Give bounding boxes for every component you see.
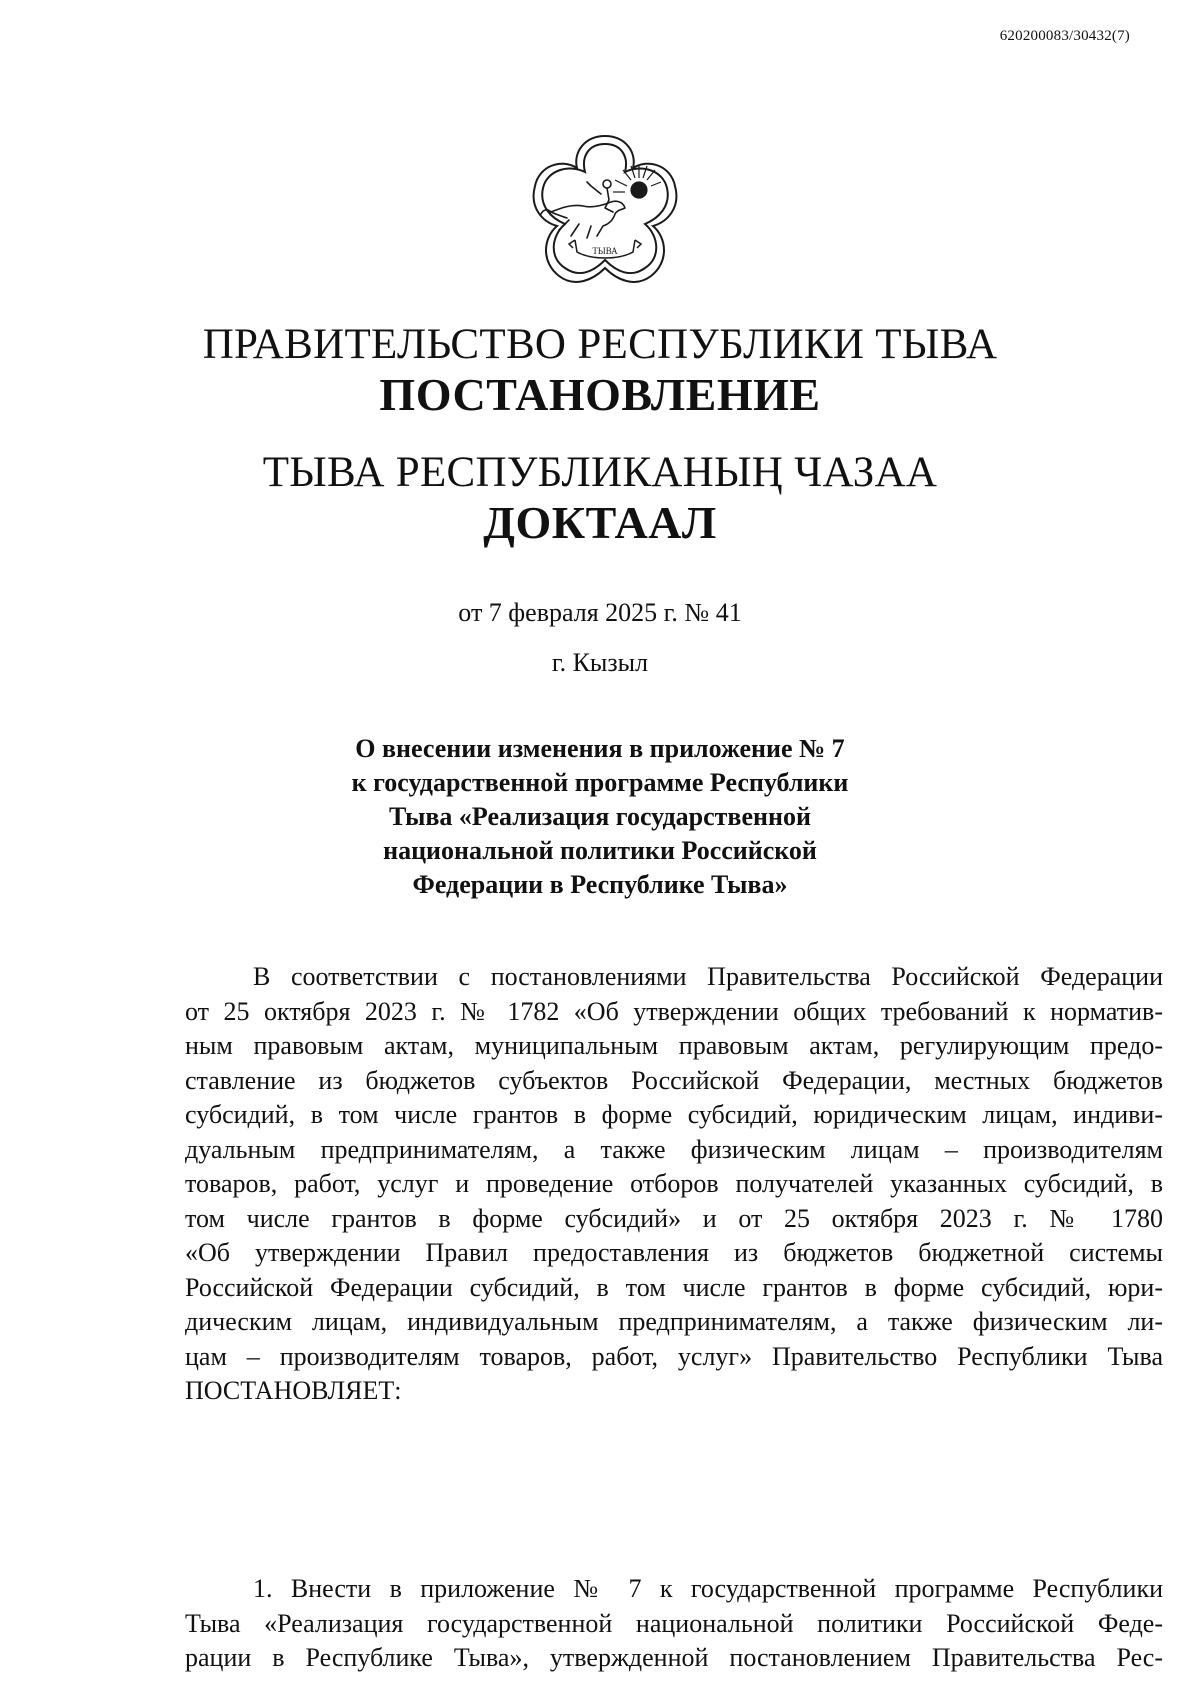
subject-line: национальной политики Российской <box>383 836 817 865</box>
decree-title-tyva: ДОКТААЛ <box>483 497 717 548</box>
emblem-ribbon-text: ТЫВА <box>592 246 618 256</box>
text-line: дическим лицам, индивидуальным предпринимателям, а также физическим ли- <box>185 1307 1163 1336</box>
decree-title: ПОСТАНОВЛЕНИЕ <box>379 369 821 420</box>
subject-line: к государственной программе Республики <box>351 768 849 797</box>
text-line: товаров, работ, услуг и проведение отборов получателей указанных субсидий, в <box>185 1169 1163 1198</box>
decree-date: от 7 февраля 2025 г. № 41 <box>458 598 742 627</box>
preamble-paragraph <box>185 960 1163 1409</box>
government-title-tyva: ТЫВА РЕСПУБЛИКАНЫҢ ЧАЗАА <box>262 449 938 496</box>
text-line: ным правовым актам, муниципальным правовым актам, регулирующим предо- <box>185 1031 1163 1060</box>
text-line: В соответствии с постановлениями Правительства Российской Федерации <box>253 962 1163 991</box>
text-line: цам – производителям товаров, работ, услуг» Правительство Республики Тыва <box>185 1341 1163 1371</box>
text-line: от 25 октября 2023 г. № 1782 «Об утверждении общих требований к норматив- <box>185 996 1163 1026</box>
decree-subject <box>0 732 1200 902</box>
text-line: том числе грантов в форме субсидий» и от 25 октября 2023 г. № 1780 <box>185 1203 1163 1233</box>
subject-line: О внесении изменения в приложение № 7 <box>355 734 845 763</box>
text-line: 1. Внести в приложение № 7 к государственной программе Республики <box>253 1574 1163 1603</box>
text-line: Тыва «Реализация государственной национальной политики Российской Феде- <box>185 1608 1163 1638</box>
text-line: рации в Республике Тыва», утвержденной постановлением Правительства Рес- <box>185 1643 1163 1672</box>
text-line: дуальным предпринимателям, а также физическим лицам – производителям <box>185 1134 1163 1164</box>
subject-line: Тыва «Реализация государственной <box>389 802 811 831</box>
text-line: Российской Федерации субсидий, в том числе грантов в форме субсидий, юри- <box>185 1272 1163 1302</box>
text-line: субсидий, в том числе грантов в форме субсидий, юридическим лицам, индиви- <box>185 1100 1163 1129</box>
text-line: ставление из бюджетов субъектов Российской Федерации, местных бюджетов <box>185 1065 1163 1095</box>
decree-place: г. Кызыл <box>551 648 649 677</box>
text-line: «Об утверждении Правил предоставления из бюджетов бюджетной системы <box>185 1238 1163 1267</box>
document-number: 620200083/30432(7) <box>999 28 1130 44</box>
clause-1-paragraph <box>185 1572 1163 1676</box>
subject-line: Федерации в Республике Тыва» <box>412 870 788 899</box>
tyva-coat-of-arms-icon <box>521 128 689 296</box>
text-line: ПОСТАНОВЛЯЕТ: <box>185 1376 402 1405</box>
government-title: ПРАВИТЕЛЬСТВО РЕСПУБЛИКИ ТЫВА <box>202 321 998 368</box>
